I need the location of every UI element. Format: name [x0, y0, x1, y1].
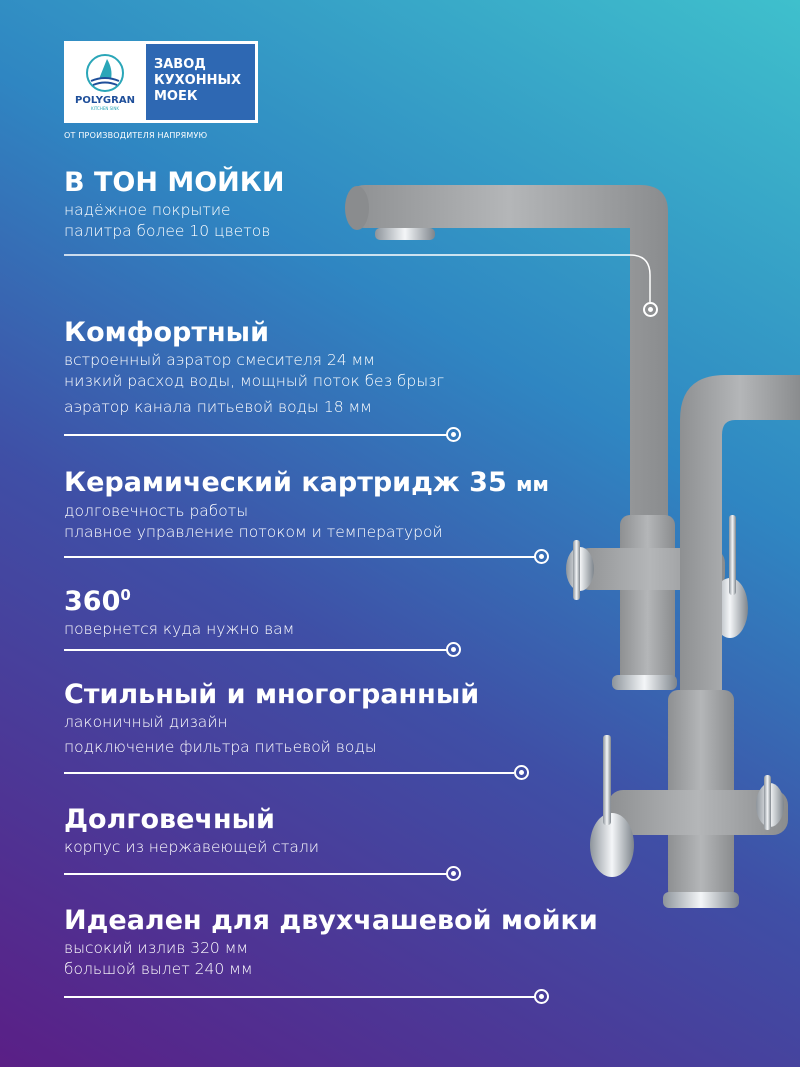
feature-title: Комфортный: [64, 317, 269, 348]
pointer-dot: [446, 642, 461, 657]
pointer-line: [64, 434, 448, 436]
feature-stylish: [64, 678, 479, 758]
feature-title: Керамический картридж 35: [64, 467, 507, 498]
feature-double-sink: [64, 904, 598, 980]
feature-line: большой вылет 240 мм: [64, 960, 253, 978]
feature-line: надёжное покрытие: [64, 201, 231, 219]
feature-title: 360: [64, 586, 121, 617]
pointer-line: [64, 873, 448, 875]
feature-line: подключение фильтра питьевой воды: [64, 738, 377, 756]
feature-line: плавное управление потоком и температурой: [64, 523, 443, 541]
feature-line: высокий излив 320 мм: [64, 939, 249, 957]
feature-title: Идеален для двухчашевой мойки: [64, 905, 598, 936]
feature-line: лаконичный дизайн: [64, 713, 228, 731]
pointer-dot: [643, 302, 658, 317]
pointer-dot: [446, 427, 461, 442]
feature-line: палитра более 10 цветов: [64, 222, 271, 240]
logo-title-line: МОЕК: [154, 89, 198, 104]
feature-cartridge: [64, 466, 549, 543]
tagline: ОТ ПРОИЗВОДИТЕЛЯ НАПРЯМУЮ: [64, 131, 208, 140]
feature-rotation: [64, 578, 294, 640]
logo-brand-sub: KITCHEN SINK: [91, 106, 119, 111]
feature-line: встроенный аэратор смесителя 24 мм: [64, 351, 375, 369]
feature-line: повернется куда нужно вам: [64, 620, 295, 638]
feature-title: Долговечный: [64, 804, 275, 835]
feature-title: В ТОН МОЙКИ: [64, 167, 285, 198]
pointer-line: [64, 996, 536, 998]
feature-title-degree: 0: [120, 586, 131, 604]
feature-durable: [64, 803, 319, 858]
feature-title: Стильный и многогранный: [64, 679, 480, 710]
pointer-dot: [446, 866, 461, 881]
feature-line: долговечность работы: [64, 502, 249, 520]
logo-brand: POLYGRAN: [75, 95, 135, 106]
pointer-line: [64, 556, 536, 558]
pointer-dot: [514, 765, 529, 780]
feature-line: корпус из нержавеющей стали: [64, 838, 319, 856]
pointer-dot: [534, 989, 549, 1004]
pointer-dot: [534, 549, 549, 564]
feature-comfort: [64, 316, 444, 418]
feature-title-unit: мм: [516, 472, 549, 496]
feature-line: низкий расход воды, мощный поток без брызг: [64, 372, 445, 390]
pointer-line: [64, 649, 448, 651]
logo-title-line: КУХОННЫХ: [154, 73, 241, 88]
pointer-line: [64, 772, 514, 774]
feature-line: аэратор канала питьевой воды 18 мм: [64, 398, 372, 416]
logo-title-line: ЗАВОД: [154, 57, 206, 72]
